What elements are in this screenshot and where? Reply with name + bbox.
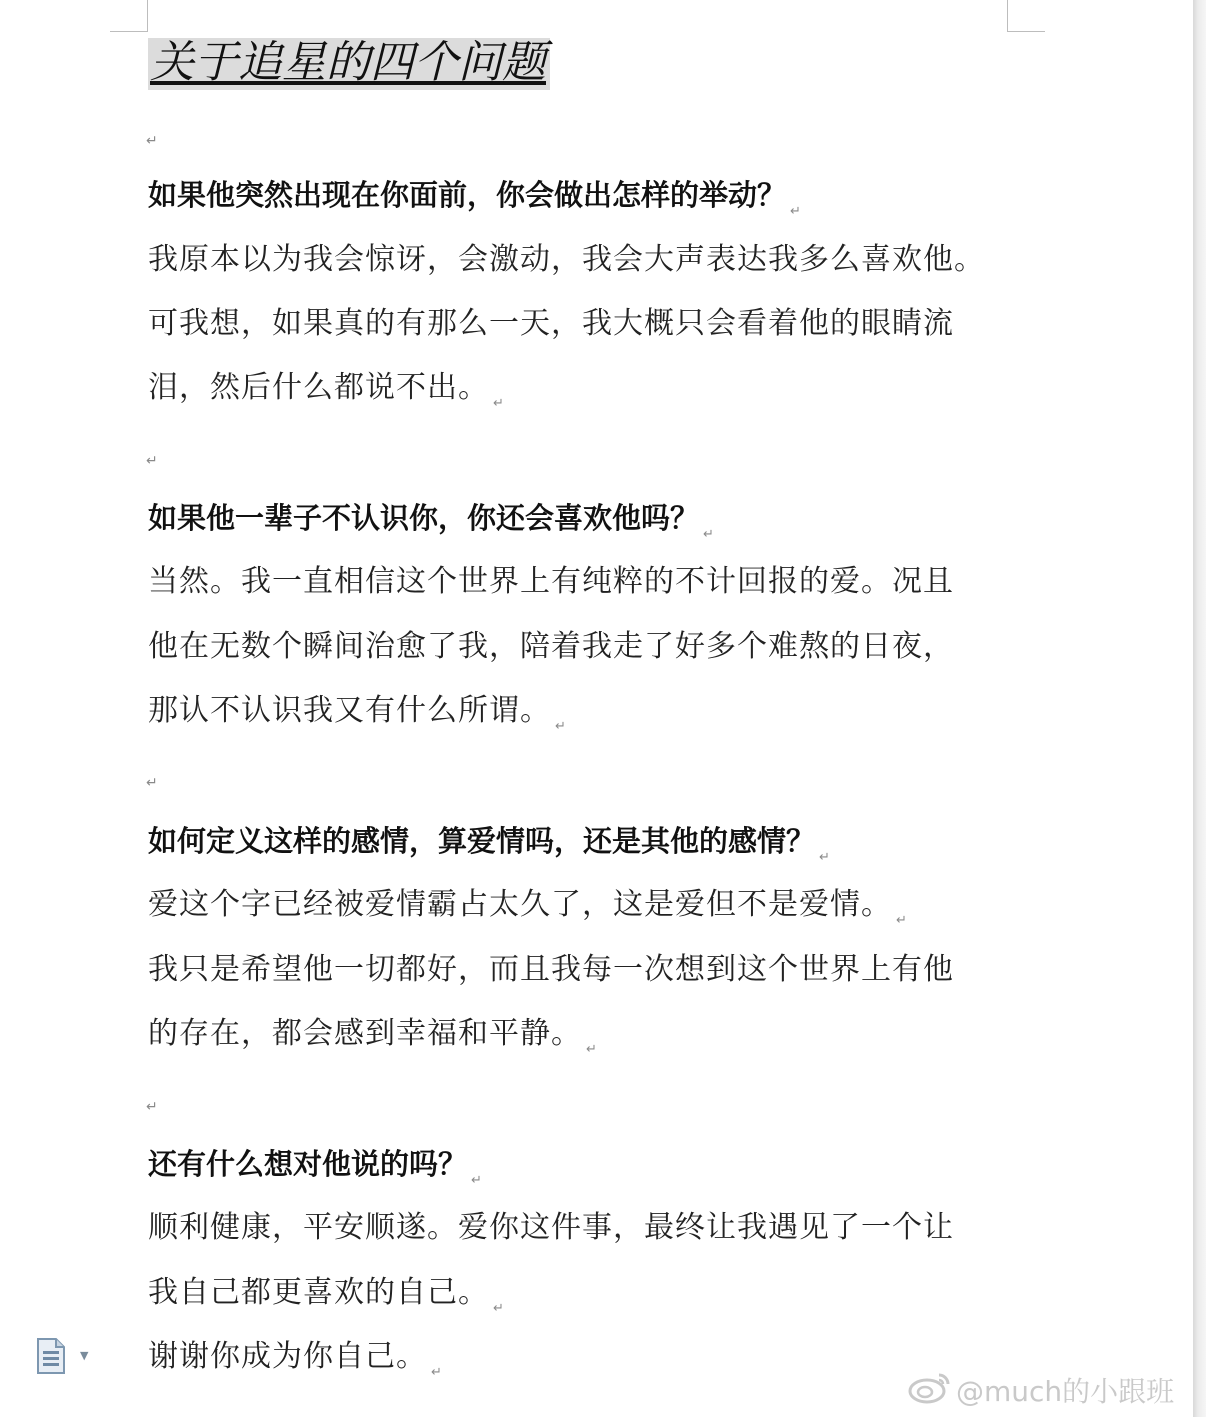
paragraph-mark: ↵ [493,396,505,411]
answer-2-line-1: 当然。我一直相信这个世界上有纯粹的不计回报的爱。况且 [148,564,954,599]
question-4: 还有什么想对他说的吗？ $_↵$ [148,1147,482,1188]
watermark-text: @much的小跟班 [956,1375,1175,1408]
question-1: 如果他突然出现在你面前，你会做出怎样的举动？ $_↵$ [148,178,801,219]
document-title: 关于追星的四个问题 [148,38,550,90]
answer-3-line-3: 的存在，都会感到幸福和平静。 $_↵$ [148,1016,598,1057]
answer-4-line-3: 谢谢你成为你自己。 $_↵$ [148,1339,443,1380]
answer-2-line-2: 他在无数个瞬间治愈了我，陪着我走了好多个难熬的日夜， [148,629,954,664]
paragraph-mark: ↵ [146,1099,158,1115]
document-icon[interactable] [36,1338,66,1374]
answer-3-line-2: 我只是希望他一切都好，而且我每一次想到这个世界上有他 [148,952,954,987]
window-right-edge [1193,0,1206,1417]
answer-1-line-2: 可我想，如果真的有那么一天，我大概只会看着他的眼睛流 [148,306,954,341]
answer-1-line-1: 我原本以为我会惊讶，会激动，我会大声表达我多么喜欢他。 [148,242,985,277]
paragraph-mark: ↵ [703,527,714,542]
crop-mark-left-horizontal [110,31,148,32]
paragraph-mark: ↵ [555,719,567,734]
paragraph-mark: ↵ [819,850,830,865]
weibo-icon [908,1370,952,1411]
answer-3-line-1: 爱这个字已经被爱情霸占太久了，这是爱但不是爱情。 $_↵$ [148,887,908,928]
paragraph-mark: ↵ [471,1173,482,1188]
answer-4-line-2: 我自己都更喜欢的自己。 $_↵$ [148,1275,505,1316]
paragraph-mark: ↵ [146,453,158,469]
paragraph-mark: ↵ [431,1365,443,1380]
crop-mark-left-vertical [147,0,148,32]
paragraph-mark: ↵ [896,913,908,928]
answer-4-line-1: 顺利健康，平安顺遂。爱你这件事，最终让我遇见了一个让 [148,1210,954,1245]
paragraph-mark: ↵ [790,204,801,219]
paragraph-mark: ↵ [146,775,158,791]
crop-mark-right-vertical [1007,0,1008,32]
question-2: 如果他一辈子不认识你，你还会喜欢他吗？ $_↵$ [148,501,714,542]
crop-mark-right-horizontal [1007,31,1045,32]
answer-2-line-3: 那认不认识我又有什么所谓。 $_↵$ [148,693,567,734]
paragraph-mark: ↵ [493,1301,505,1316]
paragraph-mark: ↵ [146,133,158,149]
answer-1-line-3: 泪，然后什么都说不出。 $_↵$ [148,370,505,411]
question-3: 如何定义这样的感情，算爱情吗，还是其他的感情？ $_↵$ [148,824,830,865]
dropdown-arrow-icon[interactable]: ▼ [80,1349,89,1362]
paragraph-mark: ↵ [586,1042,598,1057]
weibo-watermark [908,1370,1174,1410]
